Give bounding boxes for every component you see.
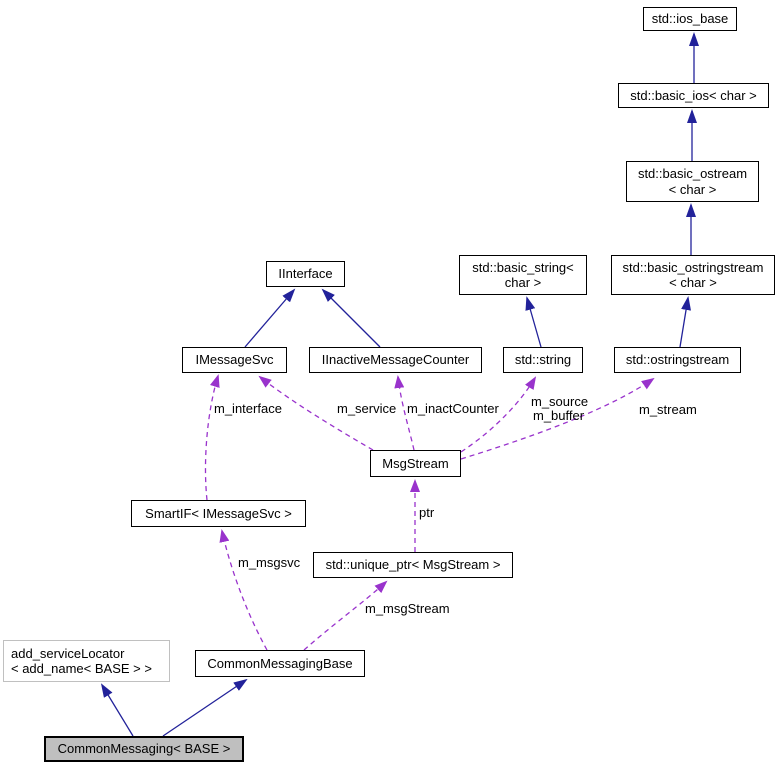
edge-label-m-stream: m_stream [639,402,697,417]
edge-label-m-msgstream: m_msgStream [365,601,450,616]
node-add-servicelocator [3,640,170,682]
node-iinterface[interactable] [266,261,345,287]
node-label-line1: std::basic_ostream [637,166,748,182]
node-msgstream[interactable] [370,450,461,477]
edge-label-m-inactcounter: m_inactCounter [407,401,499,416]
node-label-line1: std::basic_string< [472,259,574,275]
node-label: CommonMessaging< BASE > [57,741,231,757]
node-label-line1: std::basic_ostringstream [622,259,764,275]
edge-label-m-msgsvc: m_msgsvc [238,555,301,570]
node-label: std::ostringstream [625,352,730,368]
edge-commonmessaging-to-commonmessagingbase [163,680,246,736]
node-std-ios-base[interactable] [643,7,737,31]
node-label: std::basic_ios< char > [630,87,757,103]
node-std-basic-ostream[interactable] [626,161,759,202]
edge-label-m-service: m_service [337,401,397,416]
node-label: CommonMessagingBase [207,655,353,671]
node-label-line2: < add_name< BASE > > [11,661,152,676]
edge-smartif-to-imessagesvc [205,376,218,500]
edge-imessagesvc-to-iinterface [245,290,294,347]
node-label: IInterface [278,266,333,282]
edge-label-m-interface: m_interface [214,401,282,416]
edge-commonmessagingbase-to-smartif [222,531,267,650]
node-label: std::unique_ptr< MsgStream > [325,557,501,573]
edge-label-ptr: ptr [419,505,435,520]
edge-commonmessaging-to-add-servicelocator [102,685,133,736]
node-commonmessaging-base [44,736,244,762]
node-std-basic-string[interactable] [459,255,587,295]
node-label-line1: add_serviceLocator [11,645,125,661]
node-iinactivemessagecounter[interactable] [309,347,482,373]
edge-iinactivemessagecounter-to-iinterface [323,290,380,347]
node-label: std::ios_base [651,11,729,27]
edge-label-m-source: m_source [531,394,589,409]
node-label: SmartIF< IMessageSvc > [145,505,292,521]
node-imessagesvc[interactable] [182,347,287,373]
node-std-string[interactable] [503,347,583,373]
node-std-unique-ptr-msgstream[interactable] [313,552,513,578]
node-std-basic-ios[interactable] [618,83,769,108]
node-label: MsgStream [382,455,449,471]
node-std-basic-ostringstream[interactable] [611,255,775,295]
node-label: IMessageSvc [195,352,274,368]
node-smartif-imessagesvc[interactable] [131,500,306,527]
node-label: std::string [514,352,572,368]
node-std-ostringstream[interactable] [614,347,741,373]
node-label-line2: char > [504,275,542,290]
edge-label-m-buffer: m_buffer [533,408,585,423]
edge-commonmessagingbase-to-unique-ptr [304,582,386,650]
node-label: IInactiveMessageCounter [321,352,470,368]
node-label-line2: < char > [668,181,717,197]
edge-ostringstream-to-basic-ostringstream [680,298,688,347]
node-commonmessagingbase[interactable] [195,650,365,677]
edge-string-to-basic-string [527,298,541,347]
node-label-line2: < char > [669,275,717,290]
